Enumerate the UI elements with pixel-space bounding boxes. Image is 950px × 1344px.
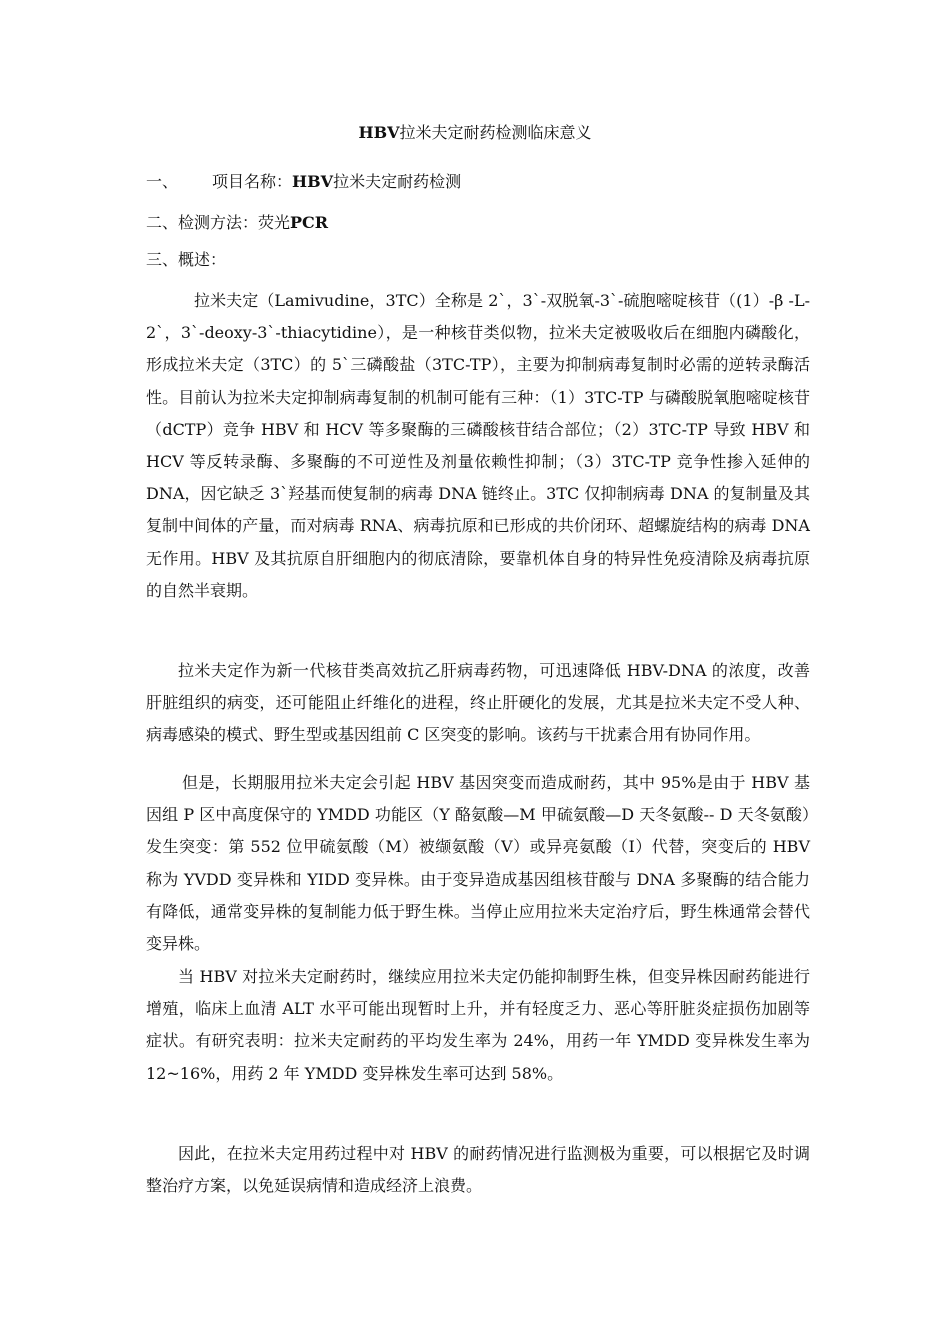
paragraph-efficacy: 拉米夫定作为新一代核苷类高效抗乙肝病毒药物，可迅速降低 HBV-DNA 的浓度，改善肝脏组织的病变，还可能阻止纤维化的进程，终止肝硬化的发展，尤其是拉米夫定不受人种、病毒感染的模式、野生型或基因组前 C 区突变的影响。该药与干扰素合用有协同作用。 [146,661,810,745]
section-item-name [146,170,461,194]
section-value-bold: PCR [290,213,329,232]
title-bold-part: HBV [358,123,400,142]
section-label: 项目名称： [212,172,293,191]
paragraph-conclusion: 因此，在拉米夫定用药过程中对 HBV 的耐药情况进行监测极为重要，可以根据它及时调整治疗方案，以免延误病情和造成经济上浪费。 [146,1144,810,1196]
section-overview [146,248,226,272]
section-number: 一、 [146,172,179,191]
section-label: 二、检测方法：荧光 [146,213,291,232]
paragraph-resistance: 但是，长期服用拉米夫定会引起 HBV 基因突变而造成耐药，其中 95%是由于 HBV 基因组 P 区中高度保守的 YMDD 功能区（Y 酪氨酸—M 甲硫氨酸—D 天冬氨酸-- D 天冬氨酸）发生突变：第 552 位甲硫氨酸（M）被缬氨酸（V）或异亮氨酸（I）代替，突变后的 HBV 称为 YVDD 变异株和 YIDD 变异株。由于变异造成基因组核苷酸与 DNA 多聚酶的结合能力有降低，通常变异株的复制能力低于野生株。当停止应用拉米夫定治疗后，野生株通常会替代变异株。 [146,773,810,954]
paragraph-clinical: 当 HBV 对拉米夫定耐药时，继续应用拉米夫定仍能抑制野生株，但变异株因耐药能进行增殖，临床上血清 ALT 水平可能出现暂时上升，并有轻度乏力、恶心等肝脏炎症损伤加剧等症状。有研究表明：拉米夫定耐药的平均发生率为 24%，用药一年 YMDD 变异株发生率为 12~16%，用药 2 年 YMDD 变异株发生率可达到 58%。 [146,967,810,1083]
section-label: 三、概述： [146,250,227,269]
section-value: 拉米夫定耐药检测 [333,172,462,191]
title-text: 拉米夫定耐药检测临床意义 [399,123,592,142]
section-value-bold: HBV [292,172,334,191]
paragraph-overview: 拉米夫定（Lamivudine，3TC）全称是 2`，3`-双脱氧-3`-硫胞嘧啶核苷（(1）-β -L-2`，3`-deoxy-3`-thiacytidine），是一种核苷类似物，拉米夫定被吸收后在细胞内磷酸化，形成拉米夫定（3TC）的 5`三磷酸盐（3TC-TP），主要为抑制病毒复制时必需的逆转录酶活性。目前认为拉米夫定抑制病毒复制的机制可能有三种：（1）3TC-TP 与磷酸脱氧胞嘧啶核苷（dCTP）竞争 HBV 和 HCV 等多聚酶的三磷酸核苷结合部位；（2）3TC-TP 导致 HBV 和 HCV 等反转录酶、多聚酶的不可逆性及剂量依赖性抑制；（3）3TC-TP 竞争性掺入延伸的 DNA，因它缺乏 3`羟基而使复制的病毒 DNA 链终止。3TC 仅抑制病毒 DNA 的复制量及其复制中间体的产量，而对病毒 RNA、病毒抗原和已形成的共价闭环、超螺旋结构的病毒 DNA 无作用。HBV 及其抗原自肝细胞内的彻底清除，要靠机体自身的特异性免疫清除及病毒抗原的自然半衰期。 [146,291,810,600]
section-detection-method [146,211,328,235]
document-title [0,121,950,145]
